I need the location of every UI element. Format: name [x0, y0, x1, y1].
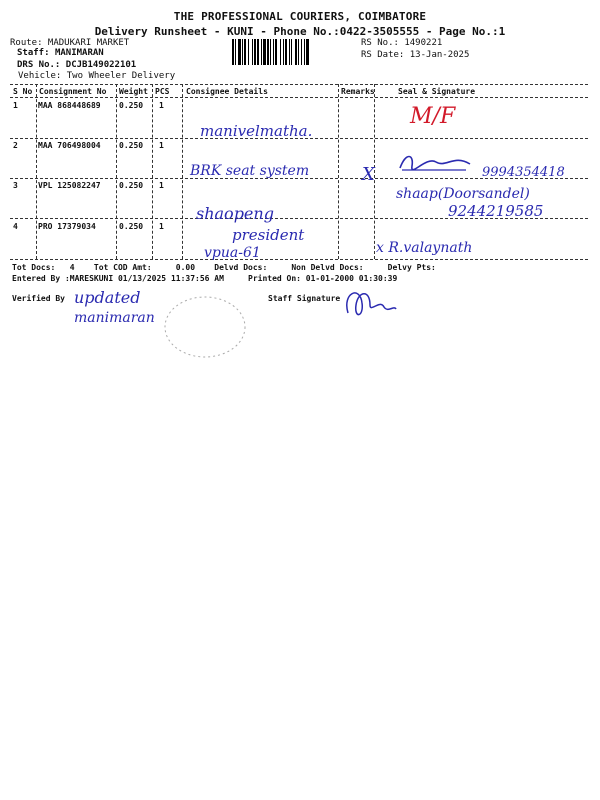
- row-sno: 2: [13, 141, 18, 150]
- col-header-weight: Weight: [119, 87, 148, 96]
- vehicle-label: Vehicle: Two Wheeler Delivery: [18, 71, 176, 81]
- handwritten-remark-2: X: [362, 164, 375, 185]
- drs-label: DRS No.:: [17, 60, 61, 70]
- entered-by-line: Entered By :MARESKUNI 01/13/2025 11:37:56 AM Printed On: 01-01-2000 01:30:39: [12, 274, 398, 283]
- row-pcs: 1: [159, 141, 164, 150]
- row-weight: 0.250: [119, 222, 144, 231]
- verified-by-label: Verified By: [12, 294, 65, 303]
- column-divider: [116, 84, 117, 259]
- staff-label: Staff:: [17, 48, 50, 58]
- col-header-remarks: Remarks: [341, 87, 375, 96]
- col-header-seal: Seal & Signature: [398, 87, 476, 96]
- handwritten-consignee-1: manivelmatha.: [200, 122, 313, 140]
- handwritten-name-4: shaopeng: [196, 204, 274, 223]
- row-weight: 0.250: [119, 101, 144, 110]
- signature-2: [396, 148, 474, 178]
- column-divider: [36, 84, 37, 259]
- col-header-consignee: Consignee Details: [186, 87, 268, 96]
- row-pcs: 1: [159, 181, 164, 190]
- row-consignment: VPL 125082247: [38, 181, 101, 190]
- drs-row: [17, 60, 136, 70]
- row-consignment: MAA 868448689: [38, 101, 101, 110]
- col-header-pcs: PCS: [155, 87, 170, 96]
- staff-name: MANIMARAN: [54, 48, 104, 58]
- totals-line: Tot Docs: 4 Tot COD Amt: 0.00 Delvd Docs: Non Delvd Docs: Delvy Pts:: [12, 263, 436, 272]
- table-bottom-border: [10, 259, 588, 260]
- rs-number: RS No.: 1490221: [361, 38, 443, 48]
- row-pcs: 1: [159, 101, 164, 110]
- col-header-consignment: Consignment No: [39, 87, 107, 96]
- row-sno: 3: [13, 181, 18, 190]
- handwritten-seal-1: M/F: [410, 104, 456, 129]
- runsheet-title: Delivery Runsheet - KUNI - Phone No.:0422-3505555 - Page No.:1: [94, 25, 506, 38]
- row-weight: 0.250: [119, 181, 144, 190]
- staff-signature: [340, 283, 400, 323]
- row-weight: 0.250: [119, 141, 144, 150]
- drs-number: DCJB149022101: [65, 60, 137, 70]
- handwritten-phone-3: 9244219585: [448, 202, 544, 220]
- column-divider: [182, 84, 183, 259]
- column-divider: [338, 84, 339, 259]
- row-sno: 4: [13, 222, 18, 231]
- row-consignment: MAA 706498004: [38, 141, 101, 150]
- company-name: THE PROFESSIONAL COURIERS, COIMBATORE: [173, 10, 427, 23]
- handwritten-address-4: vpua-61: [204, 245, 261, 261]
- row-sno: 1: [13, 101, 18, 110]
- table-top-border: [10, 84, 588, 85]
- route-label: Route: MADUKARI MARKET: [10, 38, 130, 48]
- column-divider: [152, 84, 153, 259]
- rs-date: RS Date: 13-Jan-2025: [361, 50, 470, 60]
- col-header-sno: S No: [13, 87, 33, 96]
- handwritten-consignee-2: BRK seat system: [190, 163, 310, 179]
- row-consignment: PRO 17379034: [38, 222, 96, 231]
- handwritten-phone-2: 9994354418: [482, 165, 565, 180]
- stamp-impression: [160, 292, 250, 362]
- barcode: [230, 39, 352, 65]
- staff-row: [17, 48, 104, 58]
- handwritten-verified-name: manimaran: [74, 310, 155, 326]
- row-pcs: 1: [159, 222, 164, 231]
- handwritten-title-4: president: [232, 226, 305, 244]
- handwritten-seal-3: shaap(Doorsandel): [396, 186, 530, 202]
- table-header-border: [10, 97, 588, 98]
- staff-signature-label: Staff Signature: [268, 294, 341, 303]
- handwritten-signature-4: x R.valaynath: [376, 240, 473, 256]
- handwritten-verified: updated: [74, 288, 141, 307]
